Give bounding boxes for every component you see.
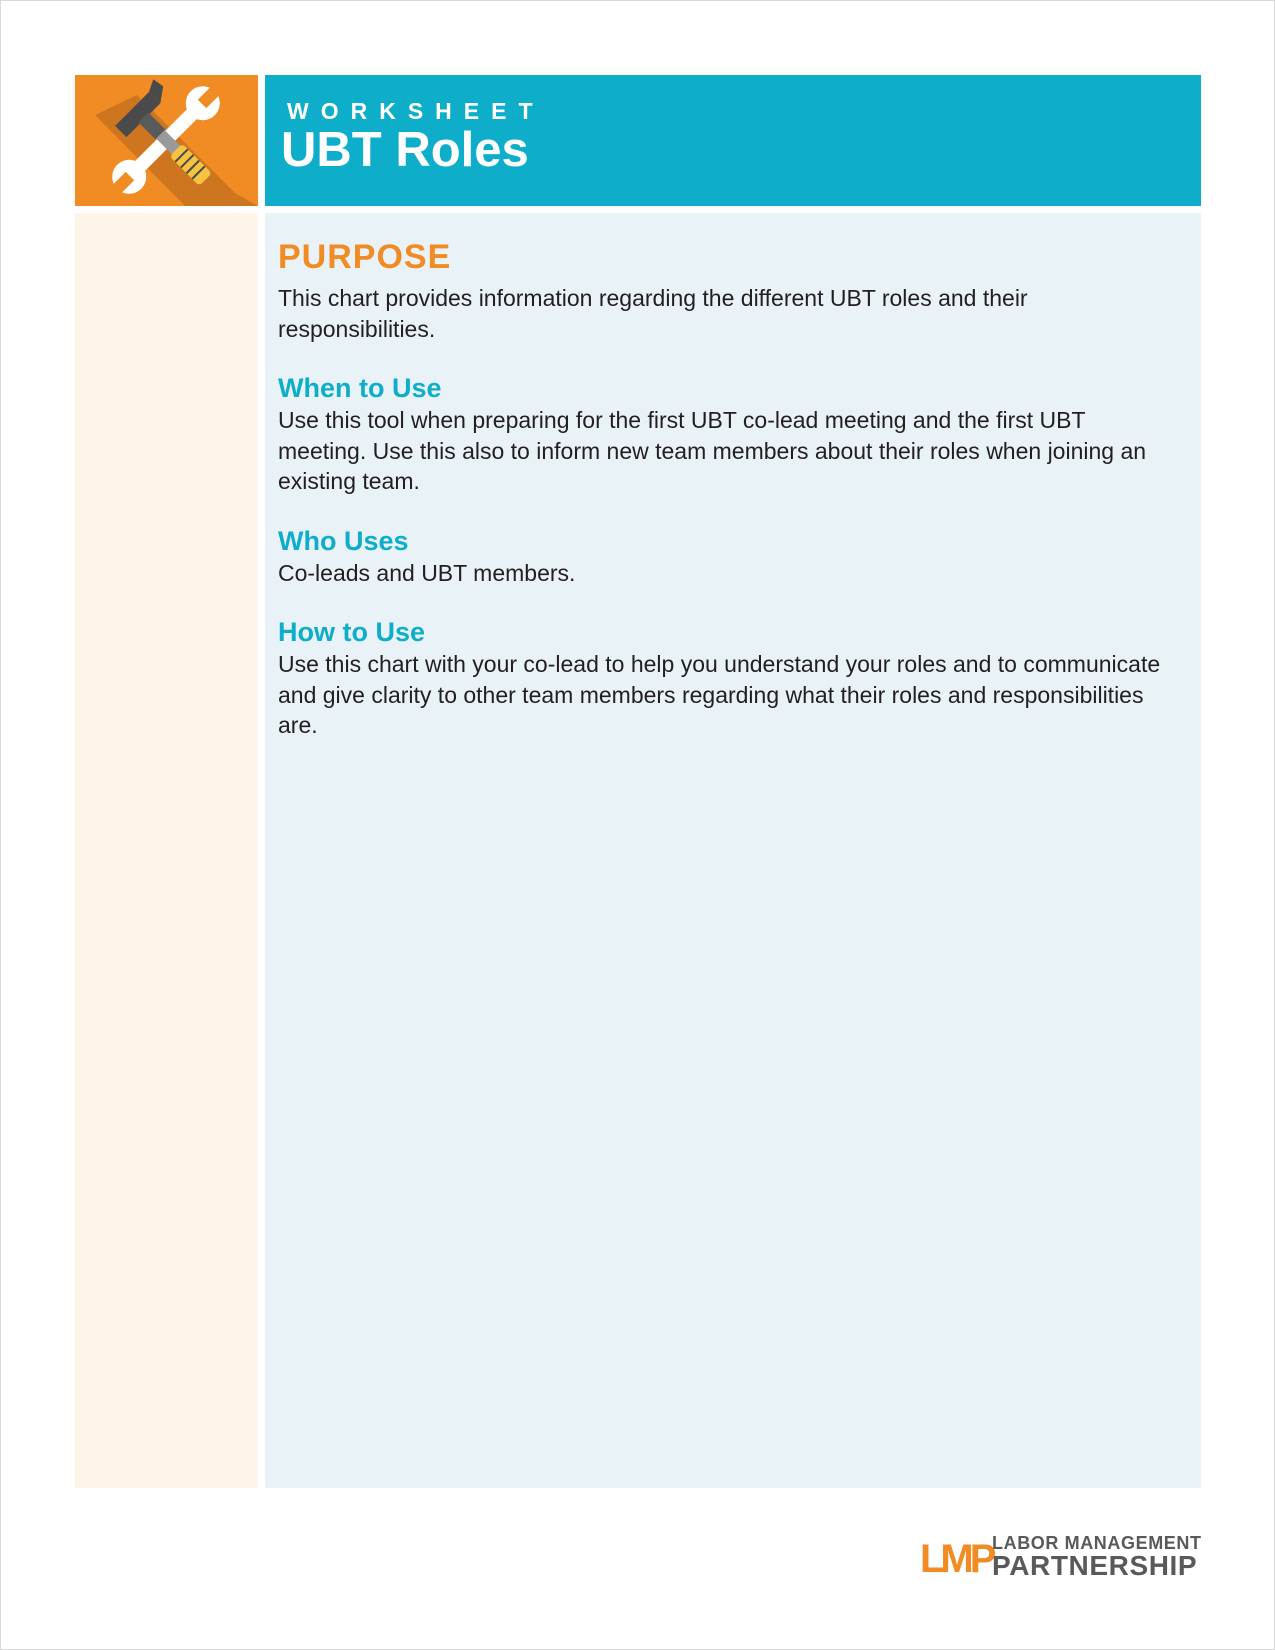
logo-line1: LABOR MANAGEMENT xyxy=(992,1533,1202,1553)
section-heading: How to Use xyxy=(278,617,426,647)
page-title: UBT Roles xyxy=(281,123,529,177)
section-text: Use this chart with your co-lead to help you understand your roles and to communicate and give clarity to other team members regarding what their roles and responsibilities are. xyxy=(278,651,1161,738)
logo-line2: PARTNERSHIP xyxy=(992,1550,1198,1581)
section-text: Co-leads and UBT members. xyxy=(278,559,576,586)
tools-icon xyxy=(75,75,258,206)
section-who-uses xyxy=(278,524,1178,589)
section-text: Use this tool when preparing for the first UBT co-lead meeting and the first UBT meeting. Use this also to inform new team members about their roles when joining an existing team. xyxy=(278,407,1147,494)
tools-icon-box xyxy=(75,75,258,206)
logo-mark-text: LMP xyxy=(920,1537,993,1578)
lmp-logo xyxy=(920,1532,1202,1580)
side-column xyxy=(75,213,258,1488)
purpose-heading: PURPOSE xyxy=(278,238,452,276)
section-heading: Who Uses xyxy=(278,525,409,556)
purpose-text: This chart provides information regarding the different UBT roles and their responsibilities. xyxy=(278,285,1028,342)
section-when-to-use xyxy=(278,371,1178,497)
worksheet-kicker: WORKSHEET xyxy=(287,98,545,124)
content xyxy=(278,238,1178,741)
section-heading: When to Use xyxy=(278,373,442,403)
section-how-to-use xyxy=(278,615,1178,741)
